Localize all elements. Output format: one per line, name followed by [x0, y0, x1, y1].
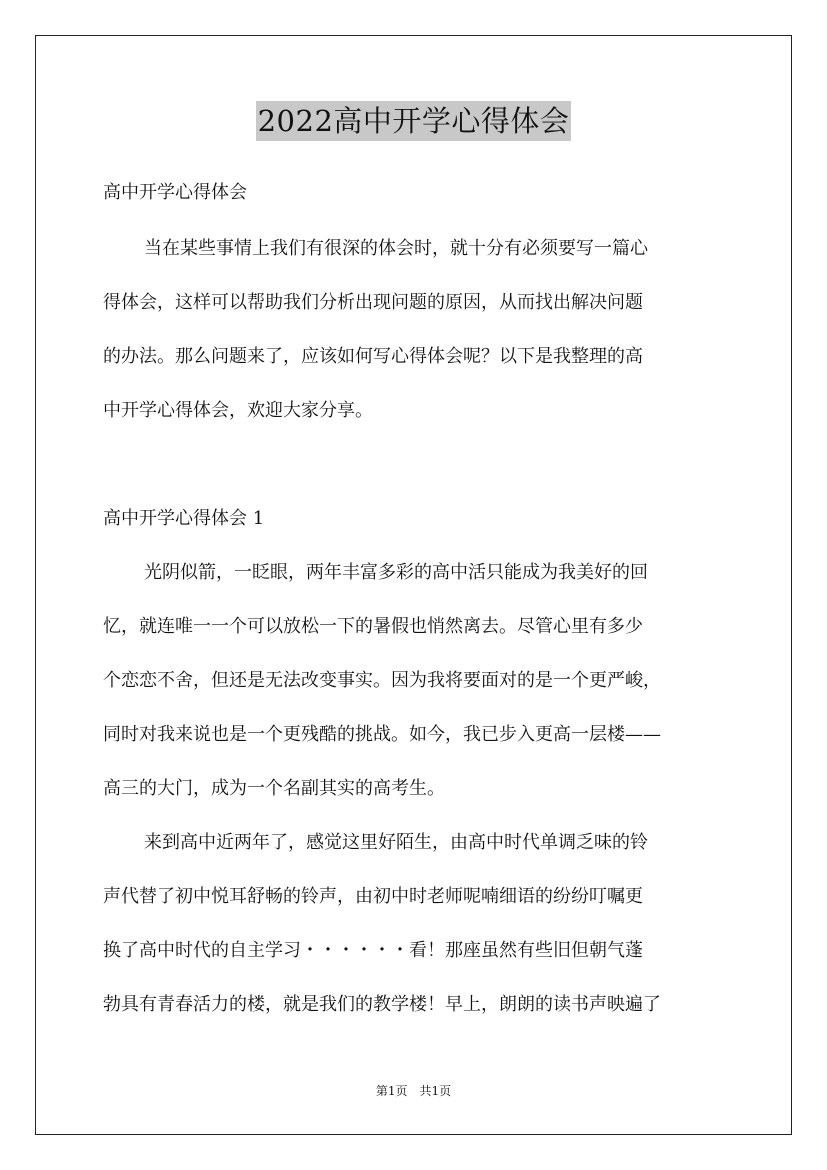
paragraph-line: 光阴似箭，一眨眼，两年丰富多彩的高中活只能成为我美好的回 [144, 562, 648, 583]
paragraph-line: 忆，就连唯一一个可以放松一下的暑假也悄然离去。尽管心里有多少 [103, 616, 643, 637]
paragraph-line: 勃具有青春活力的楼，就是我们的教学楼！早上，朗朗的读书声映遍了 [103, 994, 661, 1015]
paragraph-line: 高三的大门，成为一个名副其实的高考生。 [103, 778, 445, 799]
paragraph-line: 声代替了初中悦耳舒畅的铃声，由初中时老师呢喃细语的纷纷叮嘱更 [103, 886, 643, 907]
paragraph-line: 来到高中近两年了，感觉这里好陌生，由高中时代单调乏味的铃 [144, 832, 648, 853]
page-footer [0, 1083, 827, 1099]
page-number: 第1页 [375, 1084, 408, 1098]
intro-line: 中开学心得体会，欢迎大家分享。 [103, 400, 373, 421]
intro-line: 的办法。那么问题来了，应该如何写心得体会呢？以下是我整理的高 [103, 346, 643, 367]
document-title: 2022高中开学心得体会 [256, 101, 572, 141]
page-total: 共1页 [419, 1084, 452, 1098]
intro-heading: 高中开学心得体会 [103, 182, 247, 203]
section-heading: 高中开学心得体会 1 [103, 508, 265, 529]
paragraph-line: 个恋恋不舍，但还是无法改变事实。因为我将要面对的是一个更严峻， [103, 670, 661, 691]
title-container [0, 101, 827, 141]
paragraph-line: 换了高中时代的自主学习・・・・・・看！那座虽然有些旧但朝气蓬 [103, 940, 643, 961]
paragraph-line: 同时对我来说也是一个更残酷的挑战。如今，我已步入更高一层楼—— [103, 724, 661, 745]
intro-line: 当在某些事情上我们有很深的体会时，就十分有必须要写一篇心 [144, 238, 648, 259]
intro-line: 得体会，这样可以帮助我们分析出现问题的原因，从而找出解决问题 [103, 292, 643, 313]
